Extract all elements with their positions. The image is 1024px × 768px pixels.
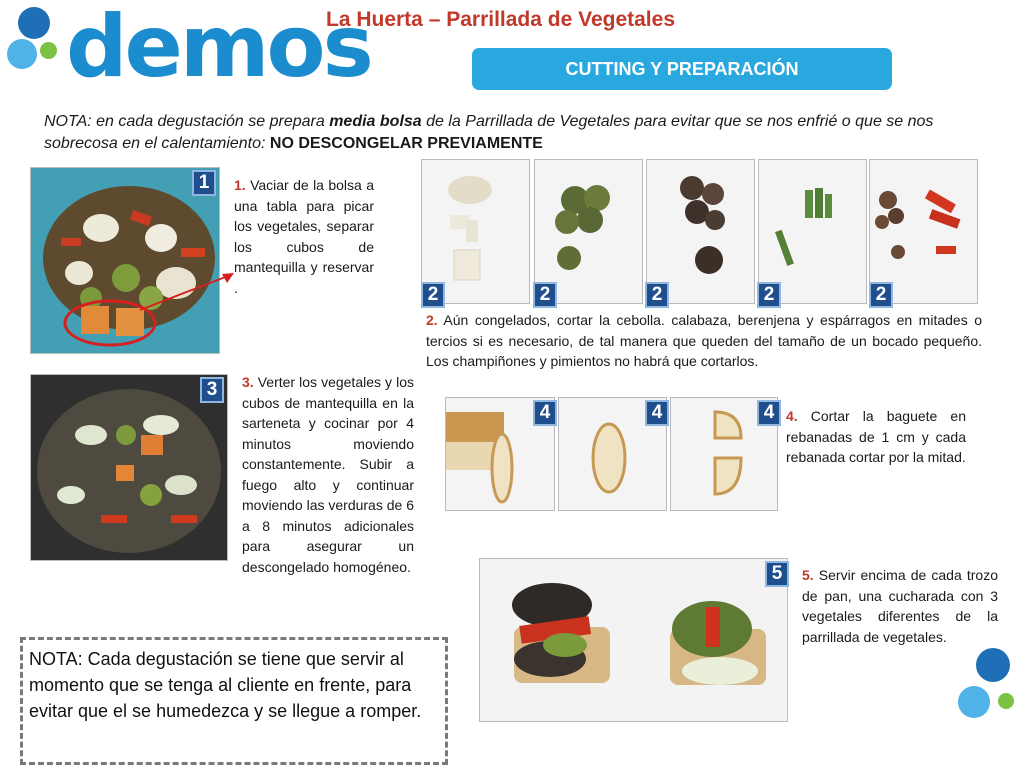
step-badge-3: 3 — [200, 377, 224, 403]
note-bottom: NOTA: Cada degustación se tiene que servir al momento que se tenga al cliente en frente, para evitar que el se humedezca y se llegue a romper. — [20, 637, 448, 765]
step-badge-2a: 2 — [421, 282, 445, 308]
deco-dot-light — [958, 686, 990, 718]
logo-dot-blue — [7, 39, 37, 69]
step-badge-4b: 4 — [645, 400, 669, 426]
step-badge-2c: 2 — [645, 282, 669, 308]
step-3-text: 3. Verter los vegetales y los cubos de mantequilla en la sarteneta y cocinar por 4 minutos moviendo constantemente. Subir a fuego alto y continuar moviendo las verduras de 6 a 8 minutos adicionales para asegurar un descongelado homogéneo. — [242, 374, 414, 575]
step-badge-4a: 4 — [533, 400, 557, 426]
step-badge-4c: 4 — [757, 400, 781, 426]
arrow-pointer — [130, 240, 240, 320]
step-5-text: 5. Servir encima de cada trozo de pan, una cucharada con 3 vegetales diferentes de la parrillada de vegetales. — [802, 567, 998, 645]
note-emphasis: NO DESCONGELAR PREVIAMENTE — [269, 135, 543, 152]
step-badge-1: 1 — [192, 170, 216, 196]
logo-text: demos — [66, 0, 371, 97]
photo-step-5 — [479, 558, 788, 722]
logo-dot-large — [18, 7, 50, 39]
deco-dot-green — [998, 693, 1014, 709]
step-badge-2b: 2 — [533, 282, 557, 308]
note-top: NOTA: en cada degustación se prepara media bolsa de la Parrillada de Vegetales para evitar que se nos enfrié o que se nos sobrecosa en el calentamiento: NO DESCONGELAR PREVIAMENTE — [44, 113, 934, 152]
step-badge-5: 5 — [765, 561, 789, 587]
step-4-text: 4. Cortar la baguete en rebanadas de 1 cm y cada rebanada cortar por la mitad. — [786, 408, 966, 465]
step-1-text: 1. Vaciar de la bolsa a una tabla para picar los vegetales, separar los cubos de mantequilla y reservar . — [234, 177, 374, 296]
step-badge-2d: 2 — [757, 282, 781, 308]
page-title: La Huerta – Parrillada de Vegetales — [326, 8, 676, 31]
photo-step-3 — [30, 374, 228, 561]
logo-dot-green — [40, 42, 57, 59]
step-2-text: 2. Aún congelados, cortar la cebolla. calabaza, berenjena y espárragos en mitades o tercios si es necesario, de tal manera que queden del tamaño de un bocado pequeño. Los champiñones y pimientos no habrá que cortarlos. — [426, 312, 982, 369]
step-badge-2e: 2 — [869, 282, 893, 308]
section-banner: CUTTING Y PREPARACIÓN — [472, 48, 892, 90]
deco-dot-dark — [976, 648, 1010, 682]
